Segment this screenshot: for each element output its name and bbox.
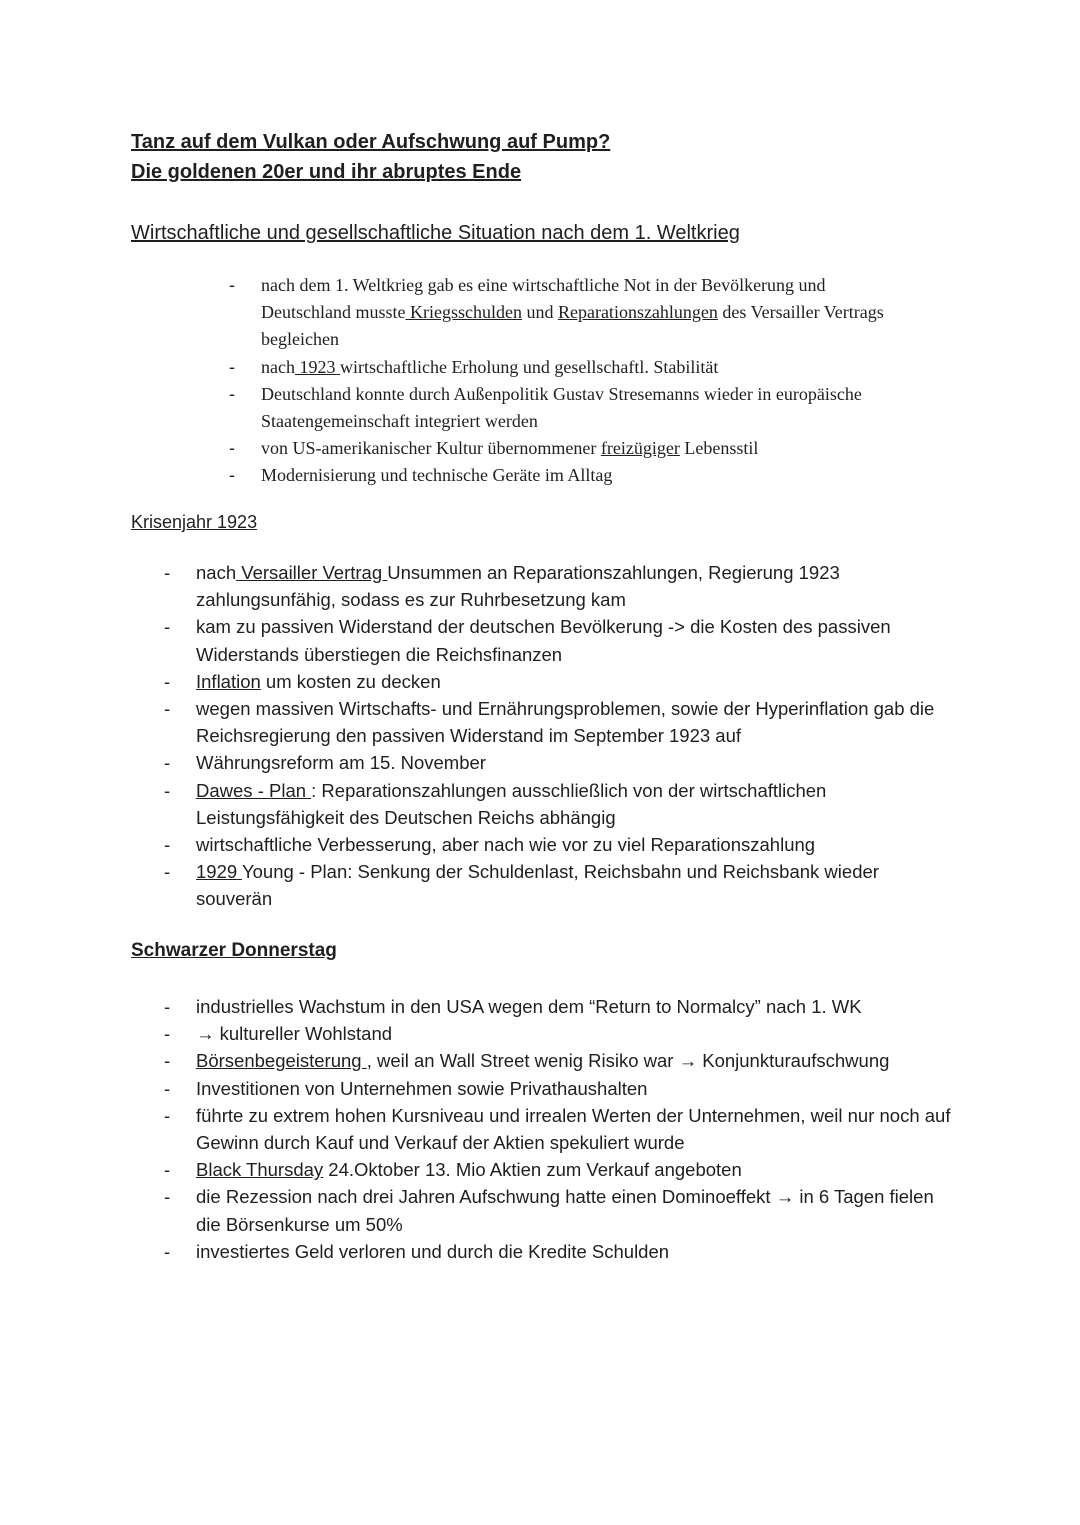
list-item xyxy=(261,381,911,435)
item-text: investiertes Geld verloren und durch die Kredite Schulden xyxy=(196,1240,670,1262)
krisenjahr-list xyxy=(196,559,956,913)
item-text: Deutschland konnte durch Außenpolitik Gustav Stresemanns wieder in europäische Staatengemeinschaft integriert werden xyxy=(261,383,862,432)
section-heading-krisenjahr: Krisenjahr 1923 xyxy=(131,512,258,532)
list-item xyxy=(196,1075,956,1102)
underlined-term: Versailler Vertrag xyxy=(236,562,388,583)
item-text: Unsummen an Reparationszahlungen, Regierung 1923 zahlungsunfähig, sodass es zur Ruhrbesetzung kam xyxy=(196,562,840,611)
item-text: und xyxy=(521,302,558,323)
item-text: wirtschaftliche Erholung und gesellschaftl. Stabilität xyxy=(339,356,719,377)
item-text: führte zu extrem hohen Kursniveau und irrealen Werten der Unternehmen, weil nur noch auf Gewinn durch Kauf und Verkauf der Aktien spekuliert wurde xyxy=(196,1104,951,1154)
underlined-term: freizügiger xyxy=(600,438,680,459)
underlined-term: Börsenbegeisterung xyxy=(196,1050,367,1072)
list-item xyxy=(196,1020,956,1047)
list-item xyxy=(196,1238,956,1265)
list-item xyxy=(261,354,911,381)
section-heading-donnerstag: Schwarzer Donnerstag xyxy=(131,940,337,961)
list-item xyxy=(196,993,956,1020)
underlined-term: Inflation xyxy=(196,670,261,692)
item-text: Lebensstil xyxy=(679,438,759,459)
item-text: Young - Plan: Senkung der Schuldenlast, Reichsbahn und Reichsbank wieder souverän xyxy=(196,861,879,910)
section-heading-situation: Wirtschaftliche und gesellschaftliche Situation nach dem 1. Weltkrieg xyxy=(131,222,740,244)
list-item xyxy=(196,559,956,613)
underlined-term: 1923 xyxy=(294,356,340,377)
list-item xyxy=(261,462,911,489)
underlined-term: Kriegsschulden xyxy=(405,302,522,323)
list-item xyxy=(261,435,911,462)
list-item xyxy=(196,668,956,695)
item-text: industrielles Wachstum in den USA wegen dem “Return to Normalcy” nach 1. WK xyxy=(196,996,862,1017)
item-text: 24.Oktober 13. Mio Aktien zum Verkauf angeboten xyxy=(323,1159,742,1181)
situation-list xyxy=(261,272,911,490)
list-item xyxy=(196,777,956,831)
item-text: nach xyxy=(196,562,237,583)
underlined-term: Reparationszahlungen xyxy=(557,302,718,323)
item-text: um kosten zu decken xyxy=(260,670,441,692)
underlined-term: 1929 xyxy=(196,861,242,883)
item-text: die Rezession nach drei Jahren Aufschwung hatte einen Dominoeffekt → in 6 Tagen fielen die Börsenkurse um 50% xyxy=(196,1186,934,1235)
list-item xyxy=(261,272,911,354)
list-item xyxy=(196,613,956,667)
item-text: : Reparationszahlungen ausschließlich von der wirtschaftlichen Leistungsfähigkeit des Deutschen Reichs abhängig xyxy=(196,779,827,828)
item-text: Modernisierung und technische Geräte im Alltag xyxy=(261,465,613,486)
item-text: Investitionen von Unternehmen sowie Privathaushalten xyxy=(196,1077,648,1099)
list-item xyxy=(196,1183,956,1237)
list-item xyxy=(196,1156,956,1183)
underlined-term: Dawes - Plan xyxy=(196,779,312,801)
item-text: des Versailler Vertrags begleichen xyxy=(261,302,884,350)
list-item xyxy=(196,695,956,749)
item-text: nach xyxy=(261,356,295,377)
item-text: von US-amerikanischer Kultur übernommener xyxy=(261,438,601,459)
item-text: nach dem 1. Weltkrieg gab es eine wirtschaftliche Not in der Bevölkerung und Deutschland musste xyxy=(261,275,826,323)
item-text: → kultureller Wohlstand xyxy=(196,1023,393,1045)
item-text: , weil an Wall Street wenig Risiko war → Konjunkturaufschwung xyxy=(366,1050,890,1072)
list-item xyxy=(196,1102,956,1156)
list-item xyxy=(196,1047,956,1074)
list-item xyxy=(196,858,956,912)
list-item xyxy=(196,749,956,776)
title-line-2: Die goldenen 20er und ihr abruptes Ende xyxy=(131,161,522,183)
title-line-1: Tanz auf dem Vulkan oder Aufschwung auf Pump? xyxy=(131,131,611,153)
item-text: kam zu passiven Widerstand der deutschen Bevölkerung -> die Kosten des passiven Widerstands überstiegen die Reichsfinanzen xyxy=(196,616,891,665)
item-text: wirtschaftliche Verbesserung, aber nach wie vor zu viel Reparationszahlung xyxy=(196,834,816,856)
underlined-term: Black Thursday xyxy=(196,1159,324,1181)
list-item xyxy=(196,831,956,858)
donnerstag-list xyxy=(196,993,956,1265)
item-text: wegen massiven Wirtschafts- und Ernährungsproblemen, sowie der Hyperinflation gab die Reichsregierung den passiven Widerstand im September 1923 auf xyxy=(196,698,935,747)
item-text: Währungsreform am 15. November xyxy=(196,752,486,774)
